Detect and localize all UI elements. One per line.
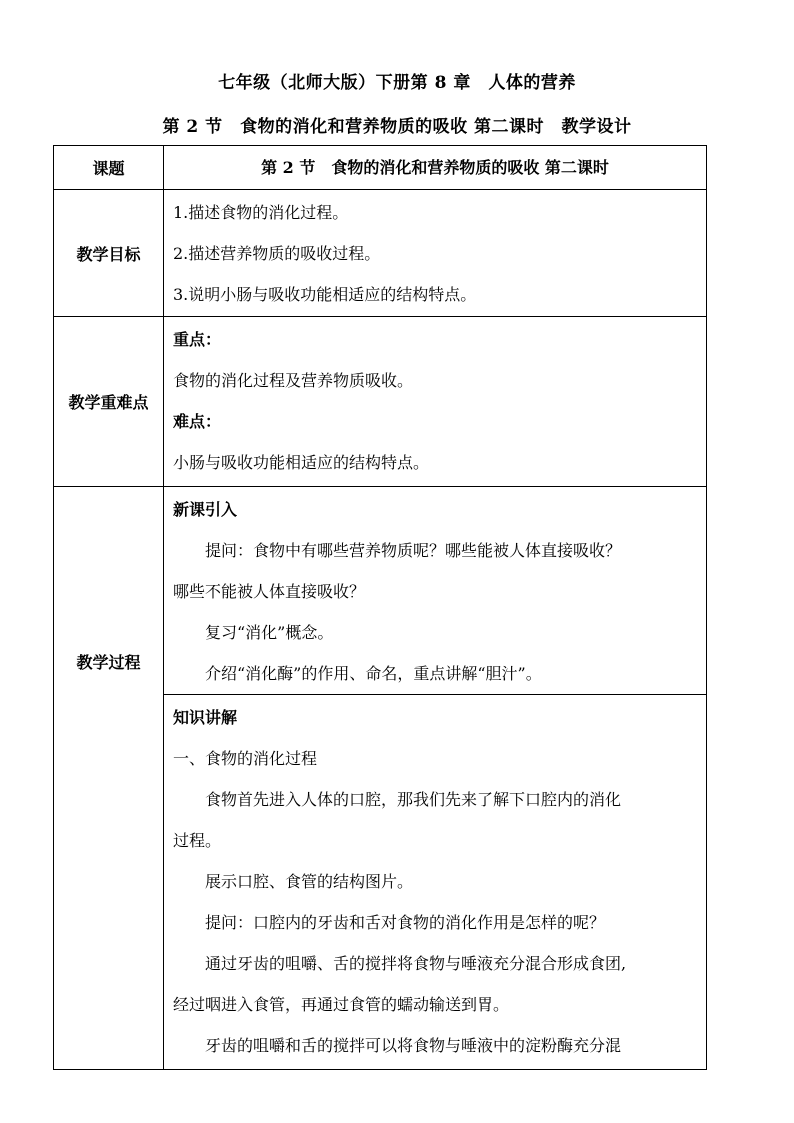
key-points-row bbox=[54, 317, 707, 487]
intro-cell bbox=[164, 487, 707, 695]
objectives-cell bbox=[164, 190, 707, 317]
paragraph-line: 经过咽进入食管，再通过食管的蠕动输送到胃。 bbox=[173, 995, 510, 1014]
intro-enzyme: 介绍“消化酶”的作用、命名，重点讲解“胆汁”。 bbox=[205, 664, 542, 683]
intro-heading: 新课引入 bbox=[173, 500, 238, 519]
paragraph-line: 展示口腔、食管的结构图片。 bbox=[205, 872, 414, 891]
intro-review: 复习“消化”概念。 bbox=[205, 623, 334, 642]
paragraph-line: 通过牙齿的咀嚼、舌的搅拌将食物与唾液充分混合形成食团, bbox=[205, 954, 627, 973]
topic-value-cell bbox=[164, 146, 707, 190]
intro-question-line1: 提问：食物中有哪些营养物质呢？哪些能被人体直接吸收？ bbox=[205, 541, 622, 560]
topic-row bbox=[54, 146, 707, 190]
objective-item: 3.说明小肠与吸收功能相适应的结构特点。 bbox=[173, 285, 477, 304]
paragraph-line: 过程。 bbox=[173, 831, 222, 850]
knowledge-cell bbox=[164, 695, 707, 1070]
topic-value: 第 2 节 食物的消化和营养物质的吸收 第二课时 bbox=[261, 158, 609, 177]
knowledge-heading: 知识讲解 bbox=[173, 708, 238, 727]
objectives-label: 教学目标 bbox=[54, 190, 164, 317]
key-heading: 重点： bbox=[173, 330, 222, 349]
paragraph-line: 牙齿的咀嚼和舌的搅拌可以将食物与唾液中的淀粉酶充分混 bbox=[205, 1036, 622, 1055]
key-points-label: 教学重难点 bbox=[54, 317, 164, 487]
document-subtitle: 第 2 节 食物的消化和营养物质的吸收 第二课时 教学设计 bbox=[162, 117, 632, 137]
process-label: 教学过程 bbox=[54, 487, 164, 1070]
objectives-row bbox=[54, 190, 707, 317]
paragraph-line: 食物首先进入人体的口腔，那我们先来了解下口腔内的消化 bbox=[205, 790, 622, 809]
paragraph-line: 提问：口腔内的牙齿和舌对食物的消化作用是怎样的呢？ bbox=[205, 913, 606, 932]
document-title: 七年级（北师大版）下册第 8 章 人体的营养 bbox=[218, 73, 576, 93]
objective-item: 1.描述食物的消化过程。 bbox=[173, 203, 349, 222]
topic-label: 课题 bbox=[54, 146, 164, 190]
key-text: 食物的消化过程及营养物质吸收。 bbox=[173, 371, 414, 390]
difficult-text: 小肠与吸收功能相适应的结构特点。 bbox=[173, 453, 430, 472]
lesson-plan-table bbox=[53, 145, 707, 1070]
intro-question-line2: 哪些不能被人体直接吸收？ bbox=[173, 582, 366, 601]
difficult-heading: 难点： bbox=[173, 412, 222, 431]
section-heading: 一、食物的消化过程 bbox=[173, 749, 318, 768]
objective-item: 2.描述营养物质的吸收过程。 bbox=[173, 244, 381, 263]
key-points-cell bbox=[164, 317, 707, 487]
process-row bbox=[54, 487, 707, 695]
